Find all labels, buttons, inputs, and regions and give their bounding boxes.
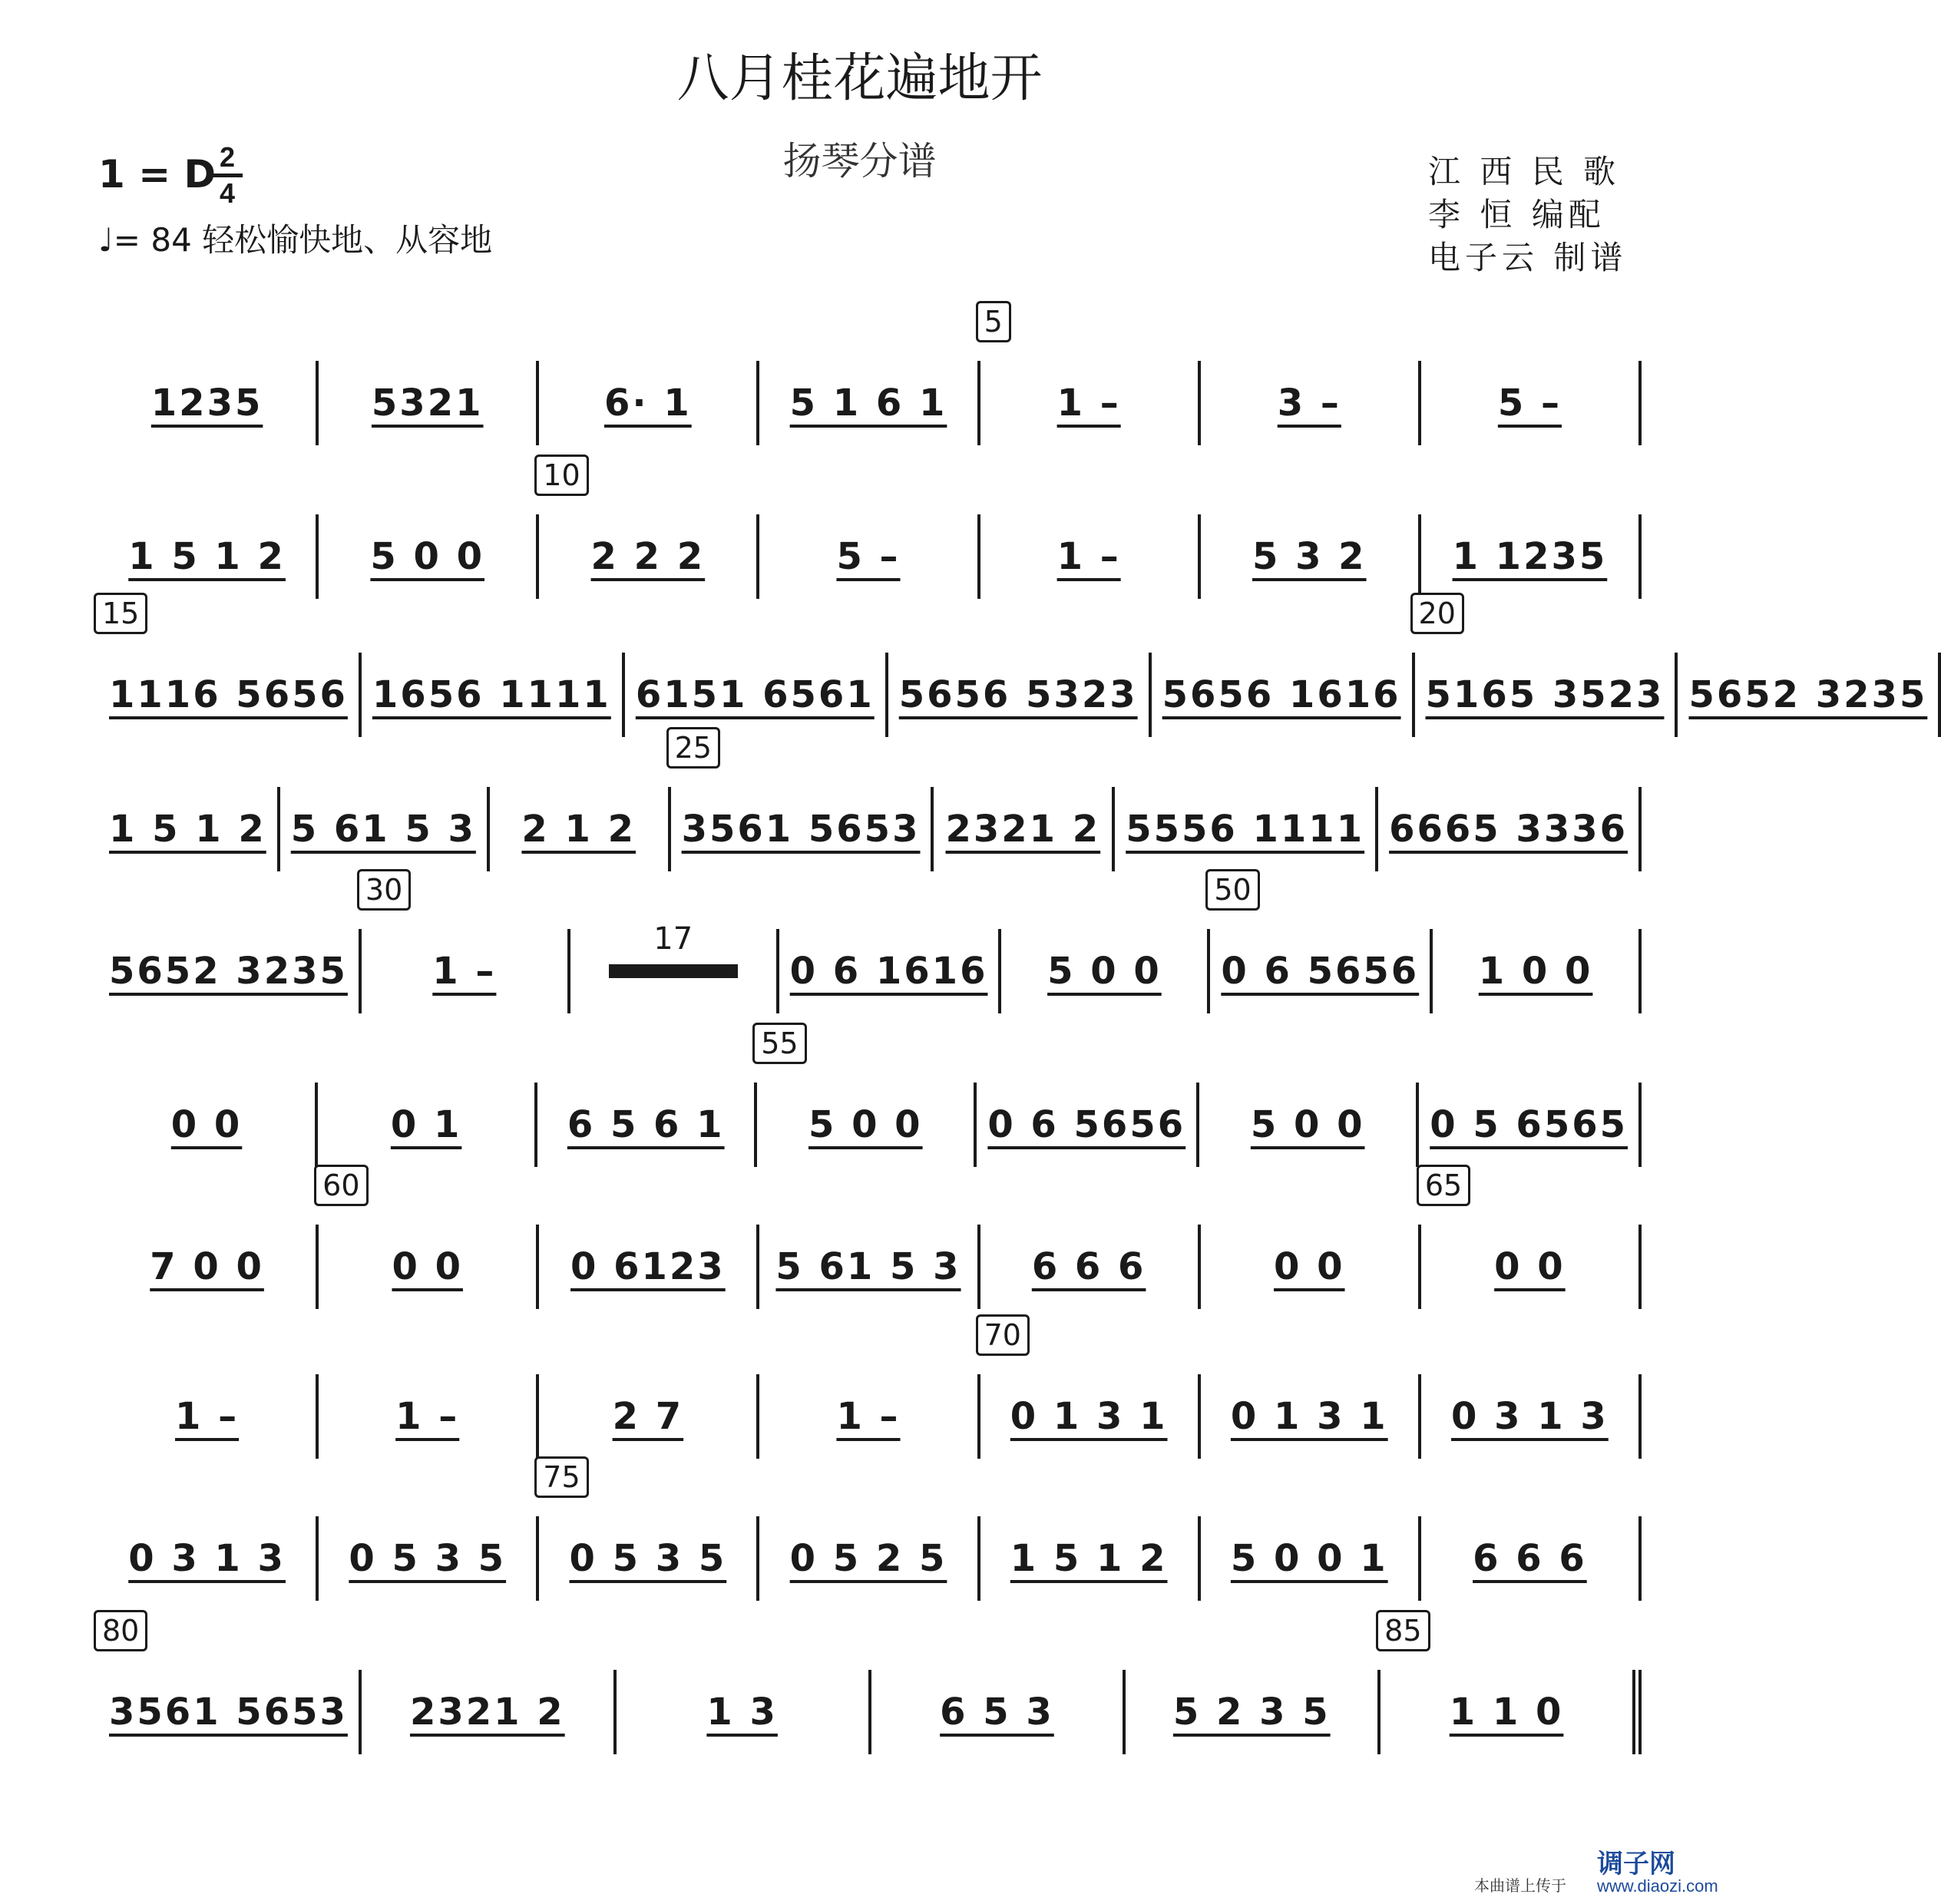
- measure-notes: 6 5 6 1: [567, 1103, 725, 1146]
- measure: [319, 1169, 539, 1309]
- score-system: [98, 458, 1642, 599]
- measure: [1415, 597, 1678, 737]
- system-row: [98, 458, 1642, 599]
- measure-notes: 0 3 1 3: [128, 1537, 286, 1580]
- measure-notes: 1235: [150, 382, 263, 425]
- measure: [98, 1225, 319, 1309]
- measure-notes: 3 –: [1277, 382, 1341, 425]
- measure-number: 15: [94, 593, 147, 634]
- multi-measure-rest: [609, 921, 738, 978]
- measure: [318, 1083, 537, 1167]
- measure-notes: 0 1 3 1: [1010, 1395, 1168, 1438]
- measure-number: 30: [357, 869, 411, 911]
- measure-number: 65: [1417, 1165, 1470, 1206]
- rest-count: 17: [653, 921, 693, 957]
- measure-notes: 1116 5656: [109, 673, 348, 716]
- tempo-marking: ♩= 84 轻松愉快地、从容地: [98, 221, 493, 259]
- measure: [888, 653, 1152, 737]
- measure: [759, 361, 980, 445]
- measure: [617, 1670, 871, 1754]
- measure: [757, 1026, 977, 1167]
- system-row: [98, 873, 1642, 1013]
- measure-number: 5: [976, 301, 1011, 342]
- measure: [539, 1374, 759, 1459]
- system-row: [98, 597, 1928, 737]
- measure-notes: 5 1 6 1: [789, 382, 947, 425]
- measure: [537, 1083, 757, 1167]
- measure: [1201, 1374, 1421, 1459]
- measure: [98, 1083, 318, 1167]
- credit-engraver: 电子云 制谱: [1428, 239, 1628, 276]
- measure: [319, 361, 539, 445]
- measure-notes: 0 0: [392, 1245, 463, 1288]
- measure: [1199, 1083, 1419, 1167]
- measure-notes: 1 5 1 2: [1010, 1537, 1168, 1580]
- measure-notes: 2321 2: [409, 1691, 565, 1734]
- measure-notes: 6151 6561: [635, 673, 875, 716]
- measure: [934, 787, 1115, 871]
- measure: [1433, 929, 1642, 1013]
- key-signature: 1 = D: [98, 152, 217, 197]
- score-title: 八月桂花遍地开: [676, 48, 1043, 109]
- measure: [980, 1225, 1201, 1309]
- measure: [1421, 1374, 1642, 1459]
- score-system: [98, 1614, 1642, 1754]
- measure: [1421, 514, 1642, 599]
- measure: [1201, 1225, 1421, 1309]
- measure: [362, 653, 625, 737]
- measure-number: 50: [1205, 869, 1259, 911]
- system-row: [98, 1318, 1642, 1459]
- measure: [98, 597, 362, 737]
- measure: [759, 1516, 980, 1601]
- measure: [539, 361, 759, 445]
- measure-notes: 5 2 3 5: [1172, 1691, 1331, 1734]
- time-signature: [212, 143, 243, 208]
- measure: [1152, 653, 1415, 737]
- system-row: [98, 1614, 1642, 1754]
- system-row: [98, 1026, 1642, 1167]
- measure: [1201, 1516, 1421, 1601]
- measure-number: 80: [94, 1610, 147, 1651]
- score-system: [98, 731, 1642, 871]
- measure-number: 85: [1376, 1610, 1430, 1651]
- measure-notes: 2321 2: [945, 808, 1101, 851]
- measure-notes: 0 1: [390, 1103, 462, 1146]
- score-system: [98, 1169, 1642, 1309]
- system-row: [98, 1169, 1642, 1309]
- measure-notes: 0 5 3 5: [349, 1537, 507, 1580]
- measure-notes: 1 3: [706, 1691, 778, 1734]
- measure-notes: 1 –: [175, 1395, 240, 1438]
- measure: [779, 929, 1002, 1013]
- measure-notes: 2 1 2: [521, 808, 637, 851]
- score-system: [98, 1026, 1642, 1167]
- measure: [319, 1374, 539, 1459]
- measure-notes: 5 0 0: [370, 535, 485, 578]
- measure-notes: 6665 3336: [1389, 808, 1629, 851]
- meter-top: 2: [219, 141, 236, 173]
- measure: [1201, 361, 1421, 445]
- measure-notes: 6 6 6: [1031, 1245, 1146, 1288]
- measure: [1421, 1516, 1642, 1601]
- measure-notes: 3561 5653: [109, 1691, 348, 1734]
- credits: [1428, 150, 1627, 279]
- measure: [1001, 929, 1210, 1013]
- measure-notes: 0 6 5656: [987, 1103, 1186, 1146]
- measure: [1381, 1614, 1642, 1754]
- measure: [1126, 1670, 1381, 1754]
- measure: [570, 921, 779, 1013]
- measure-notes: 1 1235: [1452, 535, 1608, 578]
- measure-notes: 1 5 1 2: [128, 535, 286, 578]
- measure: [98, 787, 280, 871]
- measure: [490, 787, 671, 871]
- measure: [625, 653, 888, 737]
- measure: [539, 1460, 759, 1601]
- measure-notes: 2 2 2: [590, 535, 706, 578]
- measure: [98, 514, 319, 599]
- measure: [98, 361, 319, 445]
- measure: [362, 873, 570, 1013]
- measure: [1421, 1169, 1642, 1309]
- watermark-url: www.diaozi.com: [1597, 1876, 1718, 1896]
- measure: [98, 929, 362, 1013]
- measure: [1115, 787, 1378, 871]
- measure: [319, 514, 539, 599]
- score-system: [98, 1460, 1642, 1601]
- measure-number: 55: [752, 1023, 806, 1064]
- measure-notes: 5 61 5 3: [290, 808, 476, 851]
- measure-notes: 5 0 0: [808, 1103, 923, 1146]
- measure-notes: 5656 1616: [1162, 673, 1401, 716]
- measure-notes: 5 –: [1497, 382, 1562, 425]
- measure: [98, 1374, 319, 1459]
- measure-notes: 5165 3523: [1425, 673, 1665, 716]
- measure-notes: 0 1 3 1: [1230, 1395, 1388, 1438]
- upload-note: 本曲谱上传于: [1474, 1878, 1566, 1895]
- measure: [280, 787, 490, 871]
- measure-notes: 1 –: [395, 1395, 460, 1438]
- measure-notes: 6· 1: [603, 382, 692, 425]
- measure-notes: 0 6 1616: [789, 950, 988, 993]
- score-subtitle: 扬琴分谱: [782, 139, 937, 183]
- measure-notes: 5 3 2: [1252, 535, 1367, 578]
- measure-number: 10: [534, 455, 588, 496]
- measure: [1421, 361, 1642, 445]
- measure-notes: 0 0: [1274, 1245, 1345, 1288]
- measure-number: 70: [976, 1314, 1030, 1356]
- score-system: [98, 305, 1642, 445]
- measure: [1201, 514, 1421, 599]
- measure-notes: 5 0 0: [1047, 950, 1162, 993]
- measure-notes: 5652 3235: [109, 950, 348, 993]
- measure-notes: 6 5 3: [940, 1691, 1054, 1734]
- measure-notes: 5656 5323: [898, 673, 1138, 716]
- measure: [980, 1516, 1201, 1601]
- measure: [1678, 653, 1941, 737]
- measure-notes: 1 1 0: [1449, 1691, 1564, 1734]
- measure-notes: 0 6 5656: [1221, 950, 1420, 993]
- measure-notes: 1 –: [1056, 535, 1121, 578]
- measure: [98, 1516, 319, 1601]
- measure-notes: 0 5 6565: [1430, 1103, 1629, 1146]
- measure-notes: 6 6 6: [1473, 1537, 1587, 1580]
- measure-notes: 5 –: [836, 535, 901, 578]
- measure-notes: 1 0 0: [1478, 950, 1593, 993]
- measure-number: 60: [314, 1165, 368, 1206]
- watermark-logo: 调子网: [1597, 1849, 1675, 1879]
- meter-bottom: 4: [219, 177, 236, 209]
- credit-arranger: 李 恒 编配: [1428, 196, 1605, 233]
- measure: [1378, 787, 1642, 871]
- measure: [980, 1318, 1201, 1459]
- measure-notes: 1656 1111: [372, 673, 611, 716]
- measure-notes: 3561 5653: [681, 808, 921, 851]
- measure: [759, 1374, 980, 1459]
- measure-notes: 1 –: [836, 1395, 901, 1438]
- score-system: [98, 873, 1642, 1013]
- measure-notes: 5652 3235: [1688, 673, 1928, 716]
- measure: [98, 1614, 362, 1754]
- measure-notes: 7 0 0: [150, 1245, 264, 1288]
- measure-notes: 0 3 1 3: [1451, 1395, 1609, 1438]
- measure: [362, 1670, 617, 1754]
- measure-notes: 5321: [371, 382, 484, 425]
- measure: [671, 731, 934, 871]
- measure: [980, 305, 1201, 445]
- measure: [319, 1516, 539, 1601]
- measure-notes: 5 0 0: [1250, 1103, 1365, 1146]
- measure: [759, 1225, 980, 1309]
- measure-notes: 0 5 2 5: [789, 1537, 947, 1580]
- measure-notes: 5 61 5 3: [775, 1245, 961, 1288]
- measure-notes: 1 5 1 2: [109, 808, 266, 851]
- measure: [539, 1225, 759, 1309]
- measure-notes: 1 –: [432, 950, 497, 993]
- measure: [1210, 873, 1433, 1013]
- measure-notes: 5 0 0 1: [1230, 1537, 1388, 1580]
- score-system: [98, 1318, 1642, 1459]
- measure-notes: 5556 1111: [1126, 808, 1365, 851]
- measure: [977, 1083, 1199, 1167]
- measure: [1419, 1083, 1642, 1167]
- measure: [980, 514, 1201, 599]
- system-row: [98, 305, 1642, 445]
- measure: [759, 514, 980, 599]
- measure: [539, 458, 759, 599]
- measure-notes: 2 7: [612, 1395, 684, 1438]
- system-row: [98, 731, 1642, 871]
- measure-number: 20: [1410, 593, 1464, 634]
- measure-number: 25: [666, 727, 720, 769]
- credit-origin: 江 西 民 歌: [1428, 153, 1621, 190]
- measure-notes: 1 –: [1056, 382, 1121, 425]
- measure-notes: 0 6123: [570, 1245, 726, 1288]
- system-row: [98, 1460, 1642, 1601]
- score-system: [98, 597, 1928, 737]
- measure-number: 75: [534, 1456, 588, 1498]
- measure: [871, 1670, 1126, 1754]
- measure-notes: 0 0: [1494, 1245, 1566, 1288]
- measure-notes: 0 0: [170, 1103, 243, 1146]
- measure-notes: 0 5 3 5: [569, 1537, 727, 1580]
